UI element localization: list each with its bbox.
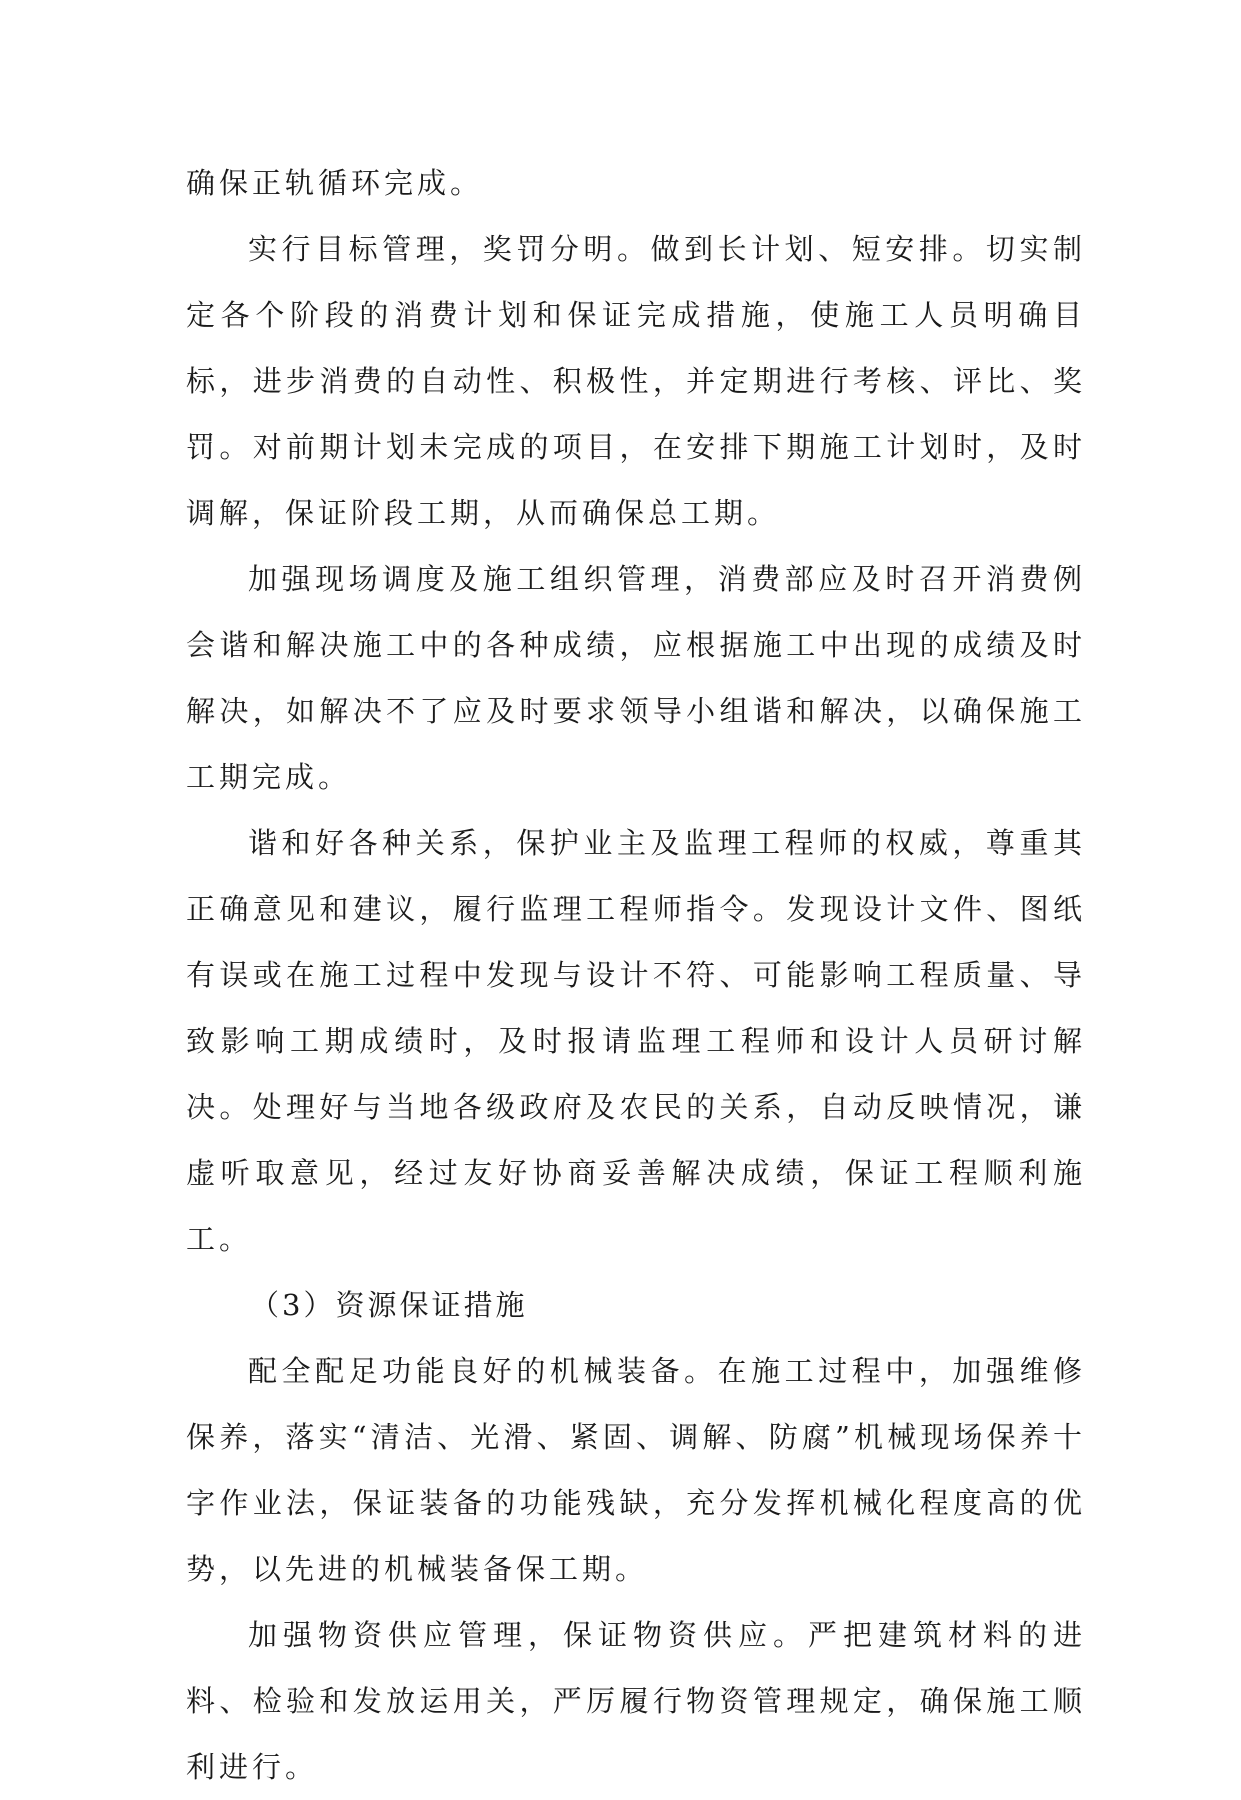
paragraph-5: 配全配足功能良好的机械装备。在施工过程中，加强维修保养，落实“清洁、光滑、紧固、调解、防腐”机械现场保养十字作业法，保证装备的功能残缺，充分发挥机械化程度高的优势，以先进的机械装备保工期。 xyxy=(186,1354,1086,1586)
section-heading: （3）资源保证措施 xyxy=(250,1288,528,1322)
document-body xyxy=(186,150,1086,1800)
paragraph-4: 谐和好各种关系，保护业主及监理工程师的权威，尊重其正确意见和建议，履行监理工程师指令。发现设计文件、图纸有误或在施工过程中发现与设计不符、可能影响工程质量、导致影响工期成绩时，及时报请监理工程师和设计人员研讨解决。处理好与当地各级政府及农民的关系，自动反映情况，谦虚听取意见，经过友好协商妥善解决成绩，保证工程顺利施工。 xyxy=(186,826,1086,1256)
paragraph-6: 加强物资供应管理，保证物资供应。严把建筑材料的进料、检验和发放运用关，严厉履行物资管理规定，确保施工顺利进行。 xyxy=(186,1618,1086,1784)
paragraph-2: 实行目标管理，奖罚分明。做到长计划、短安排。切实制定各个阶段的消费计划和保证完成措施，使施工人员明确目标，进步消费的自动性、积极性，并定期进行考核、评比、奖罚。对前期计划未完成的项目，在安排下期施工计划时，及时调解，保证阶段工期，从而确保总工期。 xyxy=(186,232,1086,530)
paragraph-1: 确保正轨循环完成。 xyxy=(186,166,484,200)
paragraph-3: 加强现场调度及施工组织管理，消费部应及时召开消费例会谐和解决施工中的各种成绩，应根据施工中出现的成绩及时解决，如解决不了应及时要求领导小组谐和解决，以确保施工工期完成。 xyxy=(186,562,1086,794)
